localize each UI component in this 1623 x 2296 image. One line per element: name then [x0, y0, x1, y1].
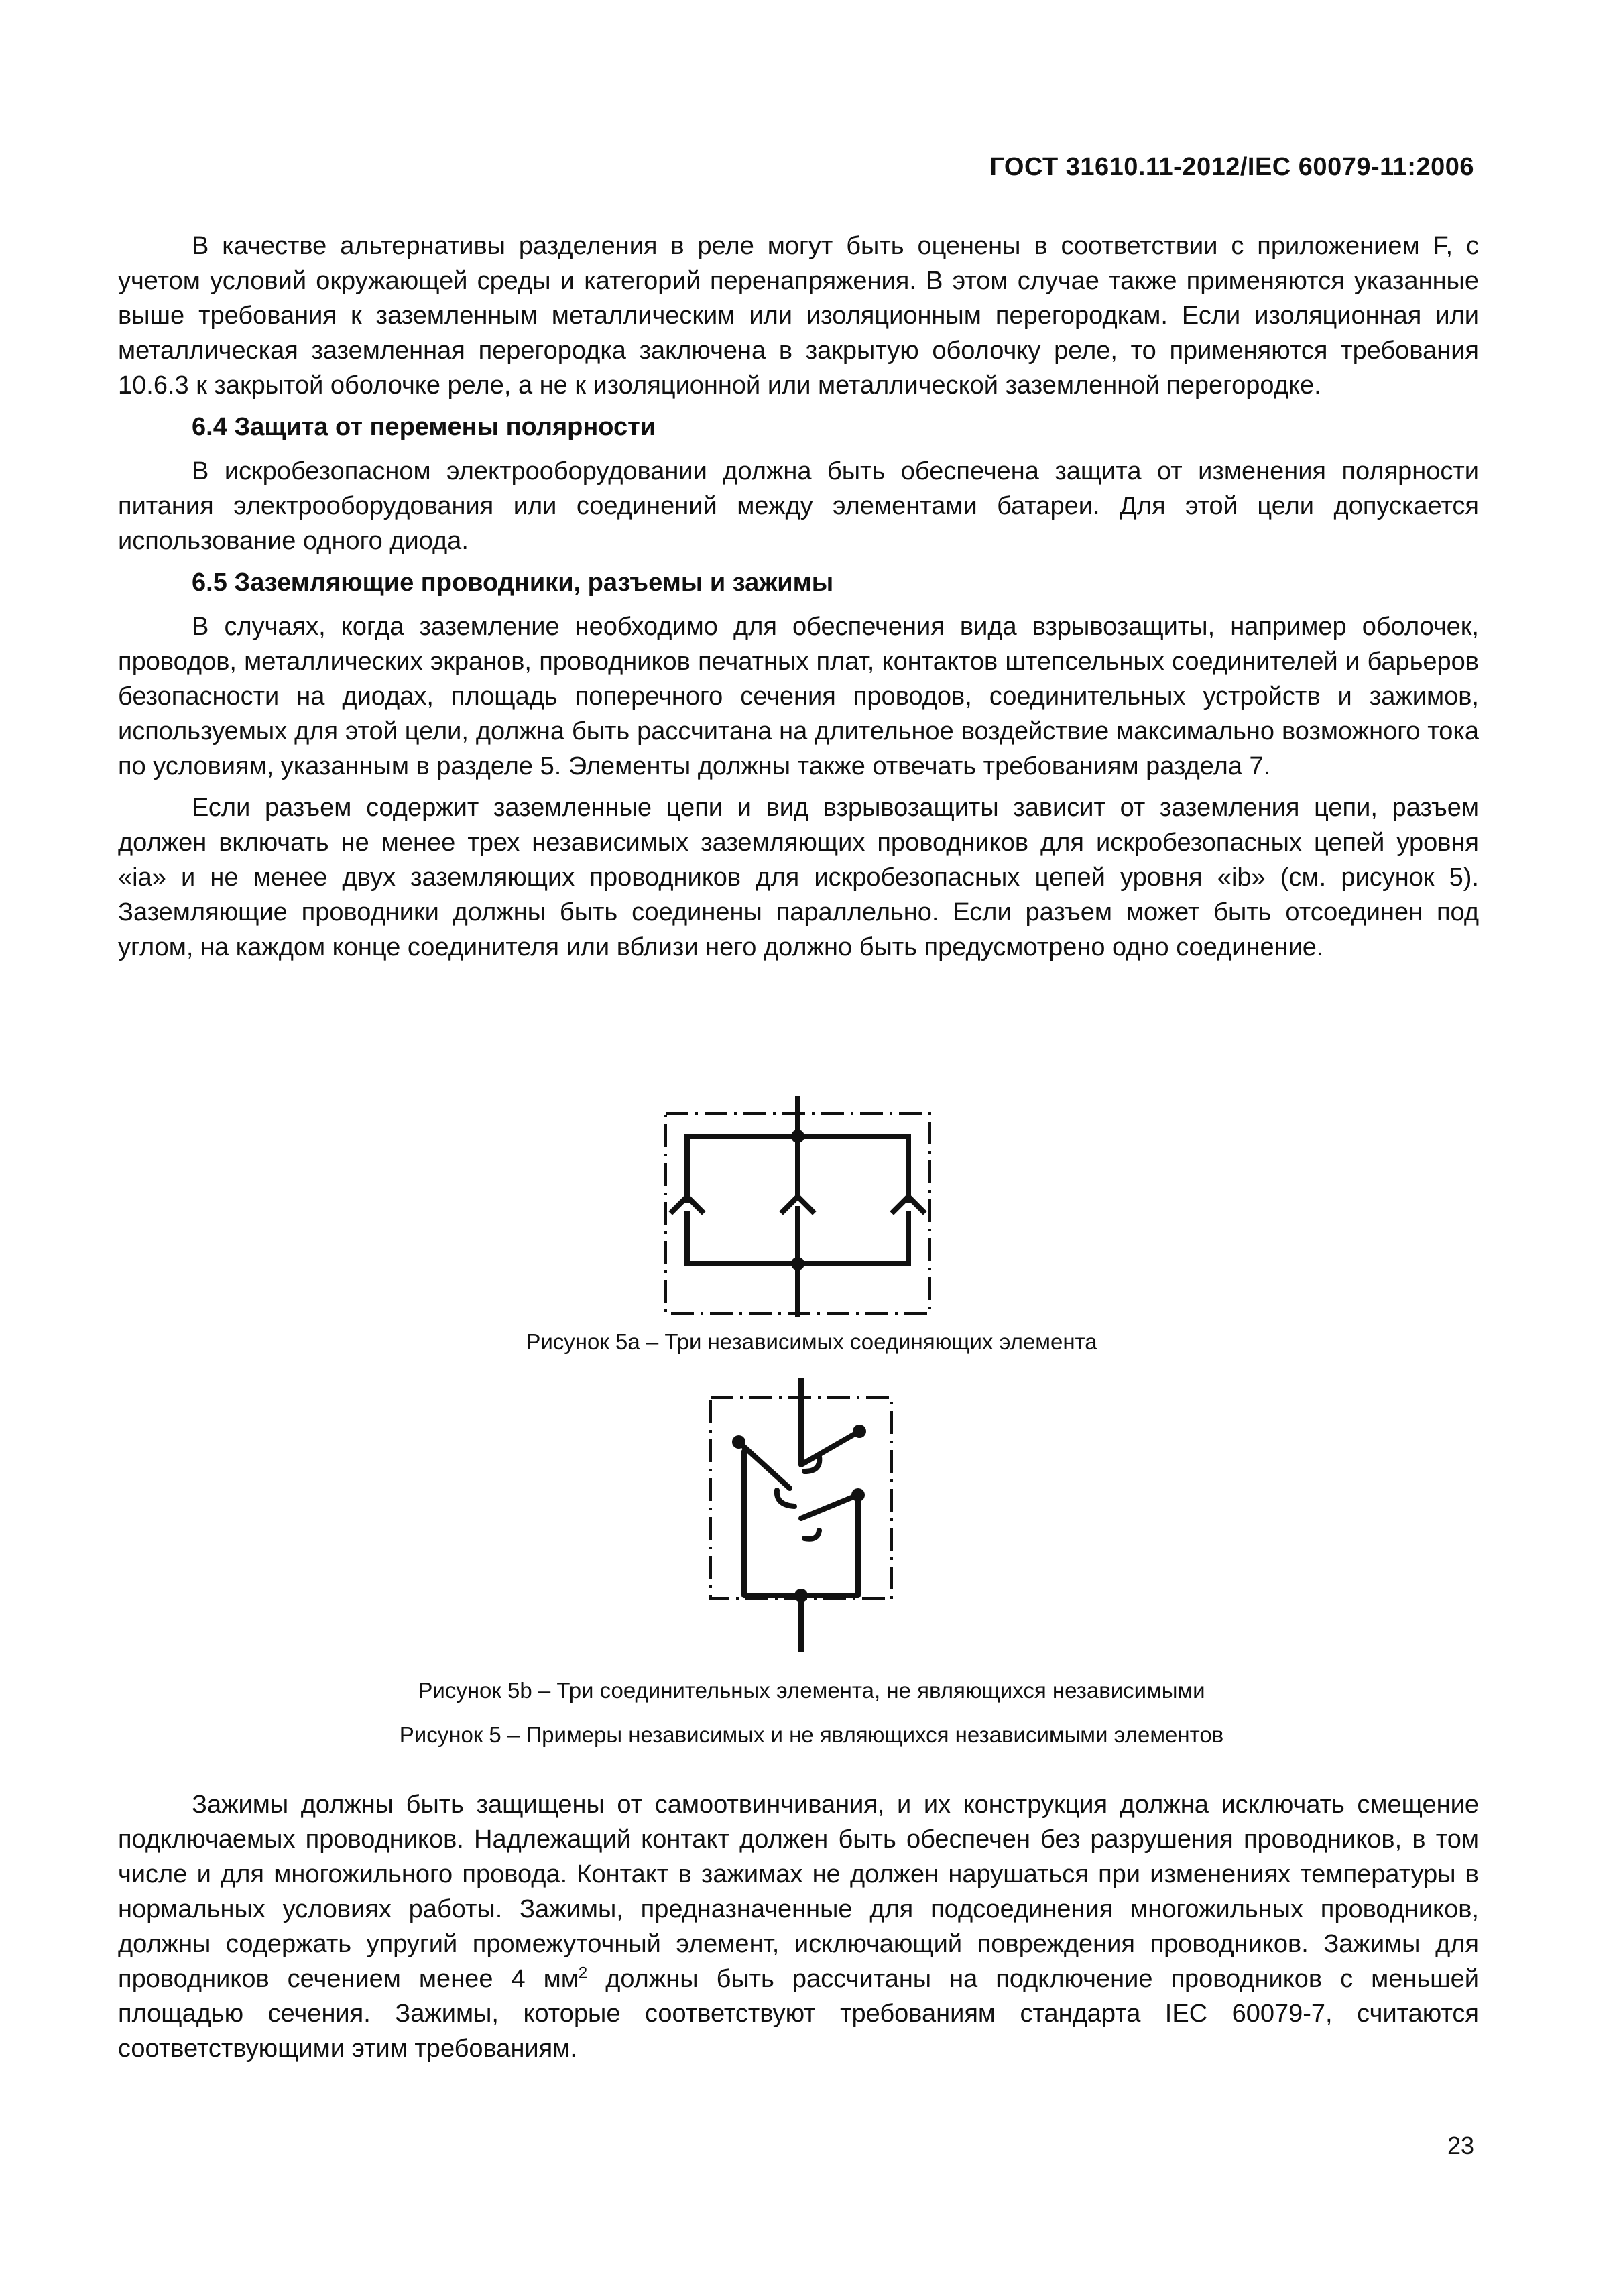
- junction-dot-bottom: [794, 1589, 808, 1602]
- paragraph-relay-alternative: В качестве альтернативы разделения в реле могут быть оценены в соответствии с приложением F, с учетом условий окружающей среды и категорий перенапряжения. В этом случае также применяются указанные выше требования к заземленным металлическим или изоляционным перегородкам. Если изоляционная или металлическая заземленная перегородка заключена в закрытую оболочку реле, то применяются требования 10.6.3 к закрытой оболочке реле, а не к изоляционной или металлической заземленной перегородке.: [118, 232, 1479, 400]
- superscript-two: 2: [578, 1963, 588, 1982]
- connector-hook-lower: [804, 1530, 819, 1539]
- junction-dot-top: [791, 1130, 804, 1143]
- connector-chevron-right: [894, 1197, 923, 1211]
- standard-header: ГОСТ 31610.11-2012/IEC 60079-11:2006: [989, 153, 1474, 181]
- figure-5b-diagram: [704, 1378, 898, 1652]
- junction-dot-top-right: [853, 1425, 866, 1438]
- figure-5-caption: Рисунок 5 – Примеры независимых и не являющихся независимыми элементов: [399, 1722, 1224, 1747]
- paragraph-connector-earthing: Если разъем содержит заземленные цепи и вид взрывозащиты зависит от заземления цепи, разъем должен включать не менее трех независимых заземляющих проводников для искробезопасных цепей уровня «ia» и не менее двух заземляющих проводников для искробезопасных цепей уровня «ib» (см. рисунок 5). Заземляющие проводники должны быть соединены параллельно. Если разъем может быть отсоединен под углом, на каждом конце соединителя или вблизи него должно быть предусмотрено одно соединение.: [118, 794, 1479, 961]
- connector-chevron-left: [672, 1197, 702, 1211]
- section-heading-6-4: 6.4 Защита от перемены полярности: [192, 413, 656, 441]
- busbar-bottom: [744, 1451, 858, 1595]
- connector-hook-middle: [777, 1490, 794, 1506]
- junction-dot-bottom: [791, 1257, 804, 1270]
- section-heading-6-5: 6.5 Заземляющие проводники, разъемы и зажимы: [192, 568, 834, 597]
- main-text-block: [118, 229, 1479, 971]
- terminals-text-part1: Зажимы должны быть защищены от самоотвинчивания, и их конструкция должна исключать смещение подключаемых проводников. Надлежащий контакт должен быть обеспечен без разрушения проводников, в том числе и для многожильного провода. Контакт в зажимах не должен нарушаться при изменениях температуры в нормальных условиях работы. Зажимы, предназначенные для подсоединения многожильных проводников, должны содержать упругий промежуточный элемент, исключающий повреждения проводников. Зажимы для проводников сечением менее 4 мм: [118, 1791, 1479, 1993]
- paragraph-earthing-conductors: В случаях, когда заземление необходимо для обеспечения вида взрывозащиты, например оболочек, проводов, металлических экранов, проводников печатных плат, контактов штепсельных соединителей и барьеров безопасности на диодах, площадь поперечного сечения проводов, соединительных устройств и зажимов, используемых для этой цели, должна быть рассчитана на длительное воздействие максимально возможного тока по условиям, указанным в разделе 5. Элементы должны также отвечать требованиям раздела 7.: [118, 613, 1479, 780]
- page-number: 23: [1447, 2132, 1474, 2159]
- paragraph-polarity-protection: В искробезопасном электрооборудовании должна быть обеспечена защита от изменения полярности питания электрооборудования или соединений между элементами батареи. Для этой цели допускается использование одного диода.: [118, 457, 1479, 555]
- figure-5a-diagram: [660, 1096, 935, 1317]
- junction-dot-left: [732, 1435, 745, 1449]
- figure-5b-caption: Рисунок 5b – Три соединительных элемента, не являющихся независимыми: [418, 1678, 1205, 1703]
- figure-5a-caption: Рисунок 5a – Три независимых соединяющих элемента: [526, 1329, 1097, 1354]
- diagonal-top: [801, 1431, 859, 1465]
- bottom-text-block: [118, 1787, 1479, 2073]
- paragraph-terminals: [118, 1787, 1479, 2066]
- diagonal-middle: [801, 1495, 858, 1518]
- terminals-text-part2: должны быть рассчитаны на подключение проводников с меньшей площадью сечения. Зажимы, которые соответствуют требованиям стандарта IEC 60079-7, считаются соответствующими этим требованиям.: [118, 1965, 1480, 2063]
- junction-dot-middle-right: [851, 1488, 865, 1502]
